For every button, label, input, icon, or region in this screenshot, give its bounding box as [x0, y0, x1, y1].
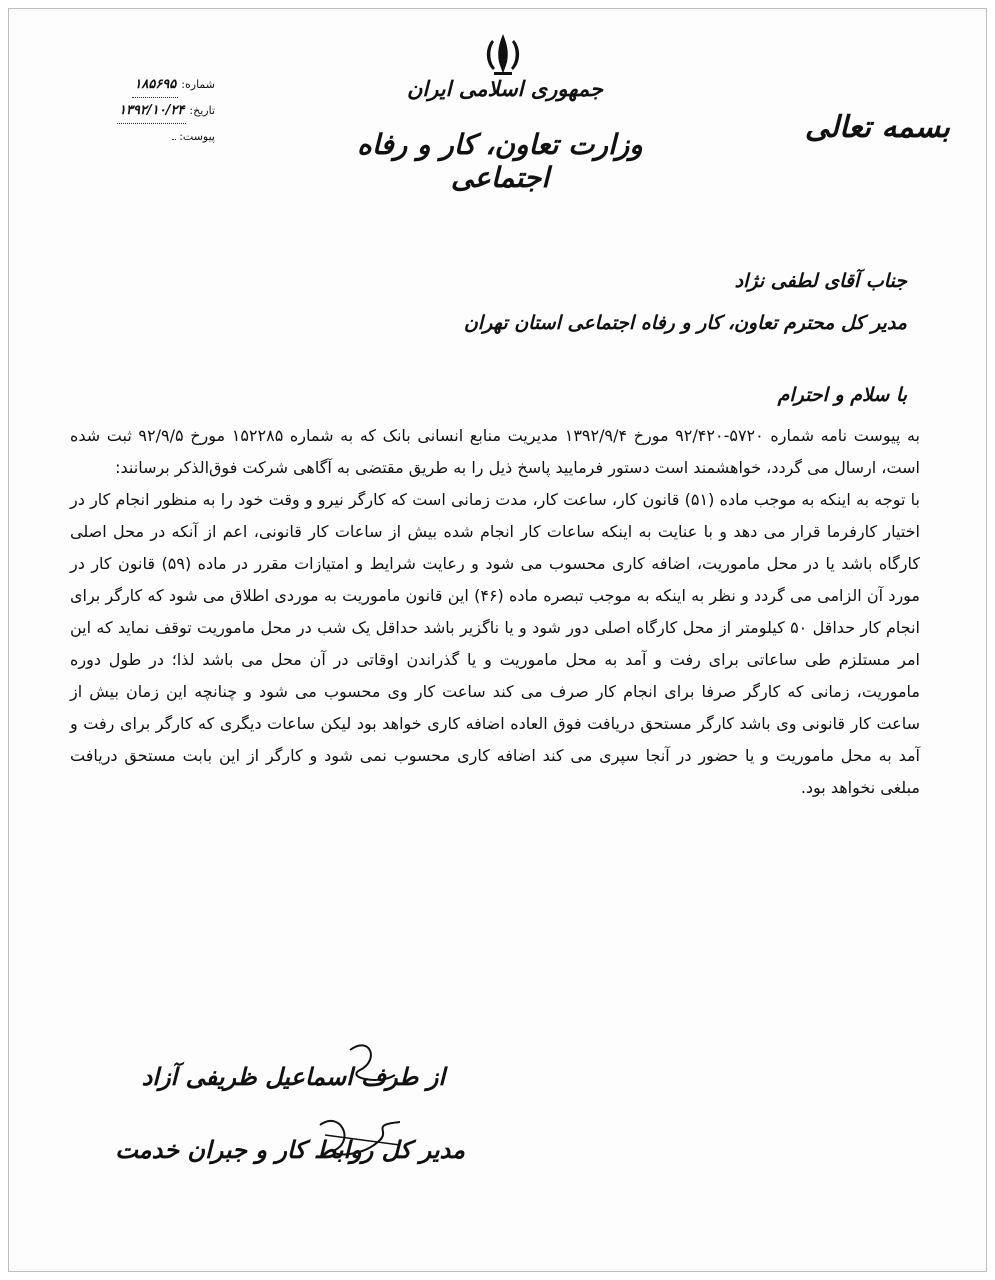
greeting: با سلام و احترام [777, 384, 907, 406]
basmala-heading: بسمه تعالی [804, 110, 950, 145]
handwritten-signature [230, 1030, 450, 1190]
republic-title: جمهوری اسلامی ایران [406, 76, 604, 101]
date-label: تاریخ: [189, 104, 215, 117]
number-row [40, 72, 215, 98]
body-paragraph-1: به پیوست نامه شماره ۵۷۲۰-۹۲/۴۲۰ مورخ ۱۳۹۲/۹/۴ مدیریت منابع انسانی بانک که به شماره ۱۵۲۲۸۵ مورخ ۹۲/۹/۵ ثبت شده است، ارسال می گردد، خواهشمند است دستور فرمایید پاسخ ذیل را به طریق مقتضی به آگاهی شرکت فوق‌الذکر برسانند: [70, 426, 921, 477]
number-label: شماره: [181, 78, 215, 91]
signer-title: مدیر کل روابط کار و جبران خدمت [115, 1135, 465, 1164]
attachment-value [172, 139, 176, 140]
signer-name: از طرف اسماعیل ظریفی آزاد [141, 1062, 445, 1091]
letter-meta [40, 72, 215, 149]
recipient-name: جناب آقای لطفی نژاد [734, 270, 907, 292]
recipient-title: مدیر کل محترم تعاون، کار و رفاه اجتماعی استان تهران [463, 312, 907, 334]
iran-emblem-icon [480, 30, 526, 78]
attachment-row [40, 124, 215, 149]
letter-body [70, 420, 920, 804]
date-row [40, 98, 215, 124]
body-paragraph-2: با توجه به اینکه به موجب ماده (۵۱) قانون کار، ساعت کار، مدت زمانی است که کارگر نیرو و وقت خود را به منظور انجام کار در اختیار کارفرما قرار می دهد و با عنایت به اینکه ساعات کار انجام شده بیش از ساعات کار قانونی، اعم از آنکه در محل اصلی کارگاه باشد یا در محل ماموریت، اضافه کاری محسوب می شود و رعایت شرایط و امتیازات مقرر در ماده (۵۹) قانون کار در مورد آن الزامی می گردد و نظر به اینکه به موجب تبصره ماده (۴۶) این قانون ماموریت به موردی اطلاق می شود که کارگر برای انجام کار حداقل ۵۰ کیلومتر از محل کارگاه اصلی دور شود و یا ناگزیر باشد حداقل یک شب در محل ماموریت توقف نماید که این امر مستلزم طی ساعاتی برای رفت و آمد به محل ماموریت و یا گذراندن اوقاتی در آن محل می باشد لذا؛ در طول دوره ماموریت، زمانی که کارگر صرفا برای انجام کار صرف می کند ساعت کار وی محسوب می شود و چنانچه این زمان بیش از ساعت کار قانونی وی باشد کارگر مستحق دریافت فوق العاده اضافه کاری خواهد بود لیکن ساعات دیگری که کارگر برای رفت و آمد به محل ماموریت و یا حضور در آنجا سپری می کند اضافه کاری محسوب نمی شود و کارگر از این بابت مستحق دریافت مبلغی نخواهد بود. [70, 490, 921, 797]
date-value: ۱۳۹۲/۱۰/۲۴ [117, 98, 186, 124]
ministry-title: وزارت تعاون، کار و رفاه اجتماعی [357, 128, 643, 194]
number-value: ۱۸۵۶۹۵ [132, 72, 178, 98]
attachment-label: پیوست: [179, 130, 215, 143]
